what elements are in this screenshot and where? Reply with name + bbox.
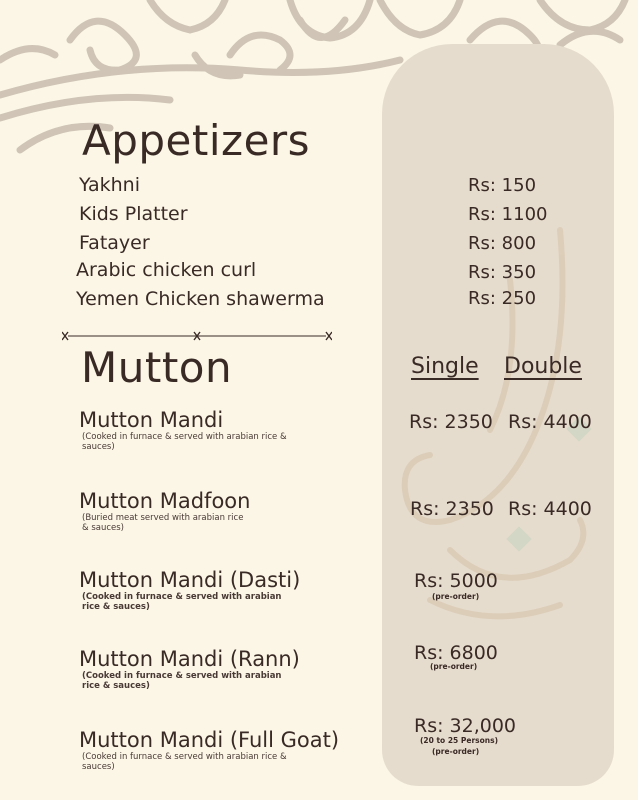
pre-order-note: (pre-order) [430, 662, 478, 671]
menu-item-price-single: Rs: 2350 [410, 498, 494, 520]
menu-item-price: Rs: 150 [468, 175, 537, 196]
menu-item-name: Mutton Mandi (Dasti) [79, 568, 301, 592]
menu-item-description: (Cooked in furnace & served with arabian rice & sauces) [82, 752, 287, 772]
menu-item-name: Yakhni [79, 174, 140, 196]
menu-item-price: Rs: 6800 [414, 642, 498, 664]
menu-item-description: (Cooked in furnace & served with arabian rice & sauces) [82, 432, 287, 452]
menu-item-name: Mutton Mandi (Full Goat) [79, 728, 340, 752]
menu-item-name: Arabic chicken curl [76, 259, 257, 281]
menu-item-price: Rs: 5000 [414, 570, 498, 592]
menu-item-description: (Buried meat served with arabian rice & sauces) [82, 513, 244, 533]
menu-item-price: Rs: 350 [468, 262, 537, 283]
menu-item-price-double: Rs: 4400 [508, 498, 592, 520]
menu-item-price: Rs: 800 [468, 233, 537, 254]
menu-item-price: Rs: 32,000 [414, 715, 517, 737]
pre-order-note: (pre-order) [432, 592, 480, 601]
column-header-double: Double [504, 354, 582, 379]
section-divider [62, 328, 332, 344]
appetizers-heading: Appetizers [82, 116, 311, 165]
menu-item-price-single: Rs: 2350 [409, 411, 493, 433]
menu-item-name: Mutton Mandi (Rann) [79, 647, 300, 671]
pre-order-note: (pre-order) [432, 747, 480, 756]
menu-item-description: (Cooked in furnace & served with arabian rice & sauces) [82, 592, 282, 612]
column-header-single: Single [411, 354, 479, 379]
menu-item-name: Yemen Chicken shawerma [76, 288, 325, 310]
menu-item-price-double: Rs: 4400 [508, 411, 592, 433]
menu-item-name: Mutton Madfoon [79, 489, 251, 513]
menu-item-price: Rs: 250 [468, 288, 537, 309]
menu-item-name: Fatayer [79, 232, 150, 254]
mutton-heading: Mutton [81, 343, 233, 392]
persons-note: (20 to 25 Persons) [420, 736, 499, 745]
menu-item-name: Kids Platter [79, 203, 188, 225]
menu-item-price: Rs: 1100 [468, 204, 548, 225]
menu-item-description: (Cooked in furnace & served with arabian rice & sauces) [82, 671, 282, 691]
menu-item-name: Mutton Mandi [79, 408, 224, 432]
